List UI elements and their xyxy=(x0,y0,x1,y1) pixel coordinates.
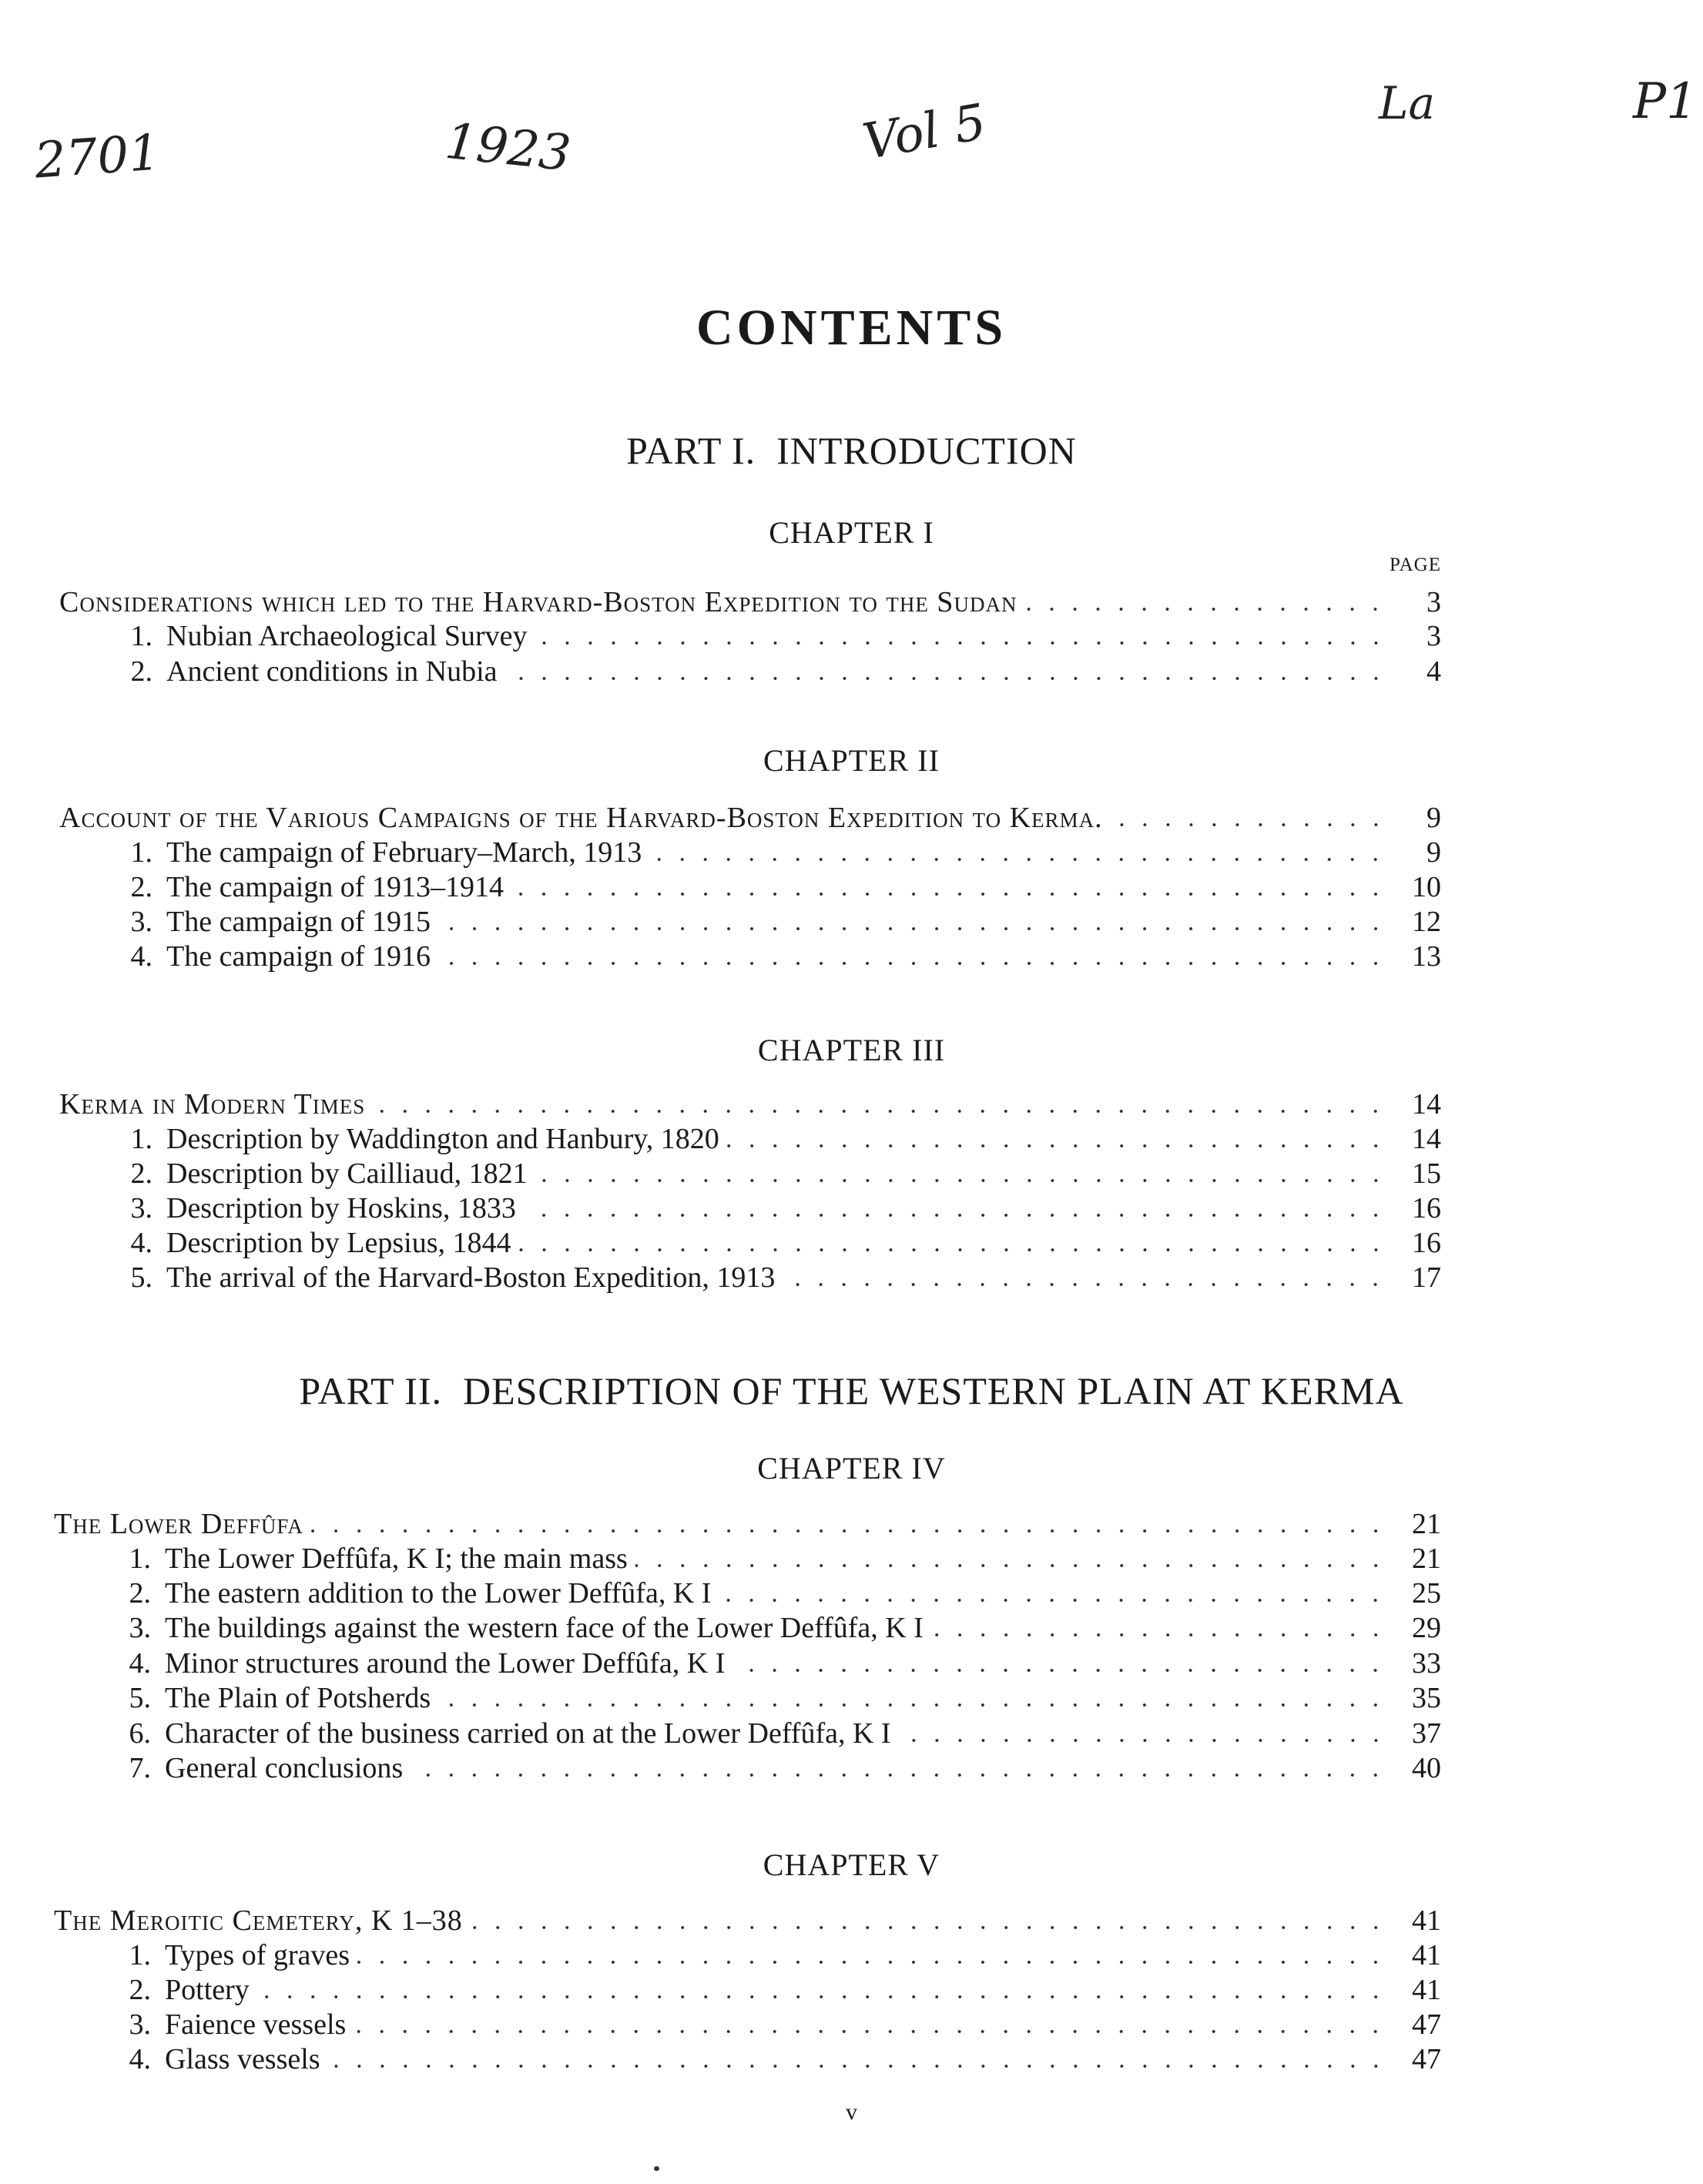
entry-page: 12 xyxy=(1412,906,1441,938)
dot-leader xyxy=(727,1121,1387,1157)
chapter-main-entry xyxy=(54,1506,1441,1542)
entry-number: 1. xyxy=(130,836,153,869)
section-entry xyxy=(108,869,1441,905)
section-entry xyxy=(106,1750,1441,1786)
entry-title: Faience vessels xyxy=(165,2008,347,2041)
entry-page: 41 xyxy=(1412,1974,1441,2006)
entry-title: The Lower Deffûfa, K I; the main mass xyxy=(165,1543,628,1575)
entry-title: The campaign of 1913–1914 xyxy=(166,871,504,903)
part-heading: PART I. INTRODUCTION xyxy=(626,429,1077,472)
entry-title: The Plain of Potsherds xyxy=(165,1682,431,1714)
dot-leader xyxy=(438,904,1387,940)
part-heading: PART II. DESCRIPTION OF THE WESTERN PLAIN AT KERMA xyxy=(299,1369,1404,1412)
chapter-main-entry xyxy=(59,1087,1441,1122)
entry-page: 14 xyxy=(1412,1123,1441,1155)
entry-page: 16 xyxy=(1412,1192,1441,1224)
entry-number: 2. xyxy=(129,1974,151,2006)
entry-page: 9 xyxy=(1426,836,1441,869)
dot-leader xyxy=(635,1541,1387,1576)
entry-page: 15 xyxy=(1412,1157,1441,1190)
entry-number: 1. xyxy=(129,1543,151,1575)
chapter-main-entry xyxy=(59,800,1441,836)
entry-page: 9 xyxy=(1426,802,1441,834)
dot-leader xyxy=(535,618,1387,654)
section-entry xyxy=(108,1121,1441,1157)
dot-leader xyxy=(783,1260,1387,1295)
entry-page: 37 xyxy=(1412,1717,1441,1750)
entry-number: 1. xyxy=(130,1123,153,1155)
entry-number: 2. xyxy=(130,871,153,903)
dot-leader xyxy=(373,1087,1387,1122)
chapter-main-entry xyxy=(59,585,1441,620)
entry-number: 2. xyxy=(130,1157,153,1190)
entry-title: Description by Hoskins, 1833 xyxy=(166,1192,516,1224)
section-entry xyxy=(106,1541,1441,1576)
handwritten-accession-number: 2701 xyxy=(32,124,163,190)
dot-leader xyxy=(357,1938,1387,1973)
handwritten-corner-mark: P1 xyxy=(1633,73,1698,130)
section-entry xyxy=(108,939,1441,974)
entry-page: 13 xyxy=(1412,940,1441,973)
entry-page: 14 xyxy=(1412,1088,1441,1120)
entry-number: 6. xyxy=(129,1717,151,1750)
dot-leader xyxy=(649,835,1387,870)
section-entry xyxy=(108,618,1441,654)
entry-title: The campaign of 1915 xyxy=(166,906,431,938)
section-entry xyxy=(106,2042,1441,2077)
entry-title: Description by Lepsius, 1844 xyxy=(166,1227,511,1259)
entry-title: Glass vessels xyxy=(165,2043,320,2075)
chapter-heading: CHAPTER I xyxy=(769,515,934,550)
entry-number: 3. xyxy=(130,906,153,938)
entry-number: 4. xyxy=(130,1227,153,1259)
section-entry xyxy=(108,654,1441,689)
entry-page: 25 xyxy=(1412,1577,1441,1610)
dot-leader xyxy=(719,1576,1387,1611)
entry-title: Nubian Archaeological Survey xyxy=(166,620,528,652)
chapter-heading: CHAPTER IV xyxy=(757,1451,946,1486)
entry-page: 3 xyxy=(1426,586,1441,618)
entry-page: 41 xyxy=(1412,1939,1441,1971)
entry-title: Kerma in Modern Times xyxy=(59,1088,366,1120)
entry-title: Minor structures around the Lower Deffûfa, K I xyxy=(165,1647,726,1680)
section-entry xyxy=(106,1680,1441,1716)
dot-leader xyxy=(524,1191,1387,1226)
entry-title: Description by Cailliaud, 1821 xyxy=(166,1157,528,1190)
entry-page: 16 xyxy=(1412,1227,1441,1259)
entry-number: 2. xyxy=(129,1577,151,1610)
entry-title: Pottery xyxy=(165,1974,250,2006)
entry-page: 21 xyxy=(1412,1508,1441,1540)
entry-number: 5. xyxy=(129,1682,151,1714)
entry-page: 41 xyxy=(1412,1904,1441,1937)
dot-leader xyxy=(354,2007,1387,2042)
section-entry xyxy=(106,2007,1441,2042)
page-title: CONTENTS xyxy=(696,300,1007,356)
chapter-heading: CHAPTER V xyxy=(763,1847,940,1882)
entry-page: 10 xyxy=(1412,871,1441,903)
section-entry xyxy=(108,904,1441,940)
entry-page: 29 xyxy=(1412,1612,1441,1644)
chapter-heading: CHAPTER III xyxy=(757,1033,946,1067)
entry-title: Ancient conditions in Nubia xyxy=(166,655,498,688)
dot-leader xyxy=(471,1903,1387,1938)
entry-title: Types of graves xyxy=(165,1939,350,1971)
entry-page: 47 xyxy=(1412,2008,1441,2041)
dot-leader xyxy=(505,654,1387,689)
entry-page: 21 xyxy=(1412,1543,1441,1575)
dot-leader xyxy=(519,1225,1387,1261)
dot-leader xyxy=(931,1610,1387,1646)
entry-number: 1. xyxy=(130,620,153,652)
entry-title: Character of the business carried on at the Lower Deffûfa, K I xyxy=(165,1717,891,1750)
entry-page: 17 xyxy=(1412,1261,1441,1294)
entry-number: 3. xyxy=(130,1192,153,1224)
dot-leader xyxy=(257,1972,1387,2008)
entry-title: The buildings against the western face of the Lower Deffûfa, K I xyxy=(165,1612,924,1644)
dot-leader xyxy=(311,1506,1387,1542)
entry-title: The Meroitic Cemetery, K 1–38 xyxy=(54,1904,463,1937)
section-entry xyxy=(106,1716,1441,1751)
entry-number: 7. xyxy=(129,1752,151,1784)
handwritten-year: 1923 xyxy=(442,112,574,183)
entry-title: Considerations which led to the Harvard-Boston Expedition to the Sudan xyxy=(59,586,1017,618)
dot-leader xyxy=(732,1646,1387,1681)
dot-leader xyxy=(438,939,1387,974)
dot-leader xyxy=(328,2042,1387,2077)
handwritten-volume: Vol 5 xyxy=(858,93,991,172)
entry-title: The campaign of 1916 xyxy=(166,940,431,973)
dot-leader xyxy=(511,869,1387,905)
dot-leader xyxy=(1024,585,1387,620)
dot-leader xyxy=(438,1680,1387,1716)
entry-number: 5. xyxy=(130,1261,153,1294)
entry-title: General conclusions xyxy=(165,1752,404,1784)
entry-number: 1. xyxy=(129,1939,151,1971)
section-entry xyxy=(108,835,1441,870)
entry-page: 47 xyxy=(1412,2043,1441,2075)
section-entry xyxy=(108,1260,1441,1295)
entry-number: 4. xyxy=(129,2043,151,2075)
entry-title: The arrival of the Harvard-Boston Expedition, 1913 xyxy=(166,1261,776,1294)
entry-page: 4 xyxy=(1426,655,1441,688)
section-entry xyxy=(106,1610,1441,1646)
chapter-main-entry xyxy=(54,1903,1441,1938)
section-entry xyxy=(106,1938,1441,1973)
entry-number: 3. xyxy=(129,1612,151,1644)
section-entry xyxy=(108,1225,1441,1261)
dot-leader xyxy=(899,1716,1387,1751)
ink-speck xyxy=(654,2166,659,2171)
entry-page: 40 xyxy=(1412,1752,1441,1784)
dot-leader xyxy=(1111,800,1387,836)
section-entry xyxy=(108,1156,1441,1191)
entry-number: 4. xyxy=(129,1647,151,1680)
entry-page: 33 xyxy=(1412,1647,1441,1680)
chapter-heading: CHAPTER II xyxy=(763,743,940,778)
handwritten-mark: La xyxy=(1379,77,1436,129)
section-entry xyxy=(106,1646,1441,1681)
entry-number: 4. xyxy=(130,940,153,973)
entry-page: 35 xyxy=(1412,1682,1441,1714)
section-entry xyxy=(106,1576,1441,1611)
entry-title: Account of the Various Campaigns of the Harvard-Boston Expedition to Kerma. xyxy=(59,802,1103,834)
entry-title: The eastern addition to the Lower Deffûfa, K I xyxy=(165,1577,712,1610)
entry-title: The campaign of February–March, 1913 xyxy=(166,836,642,869)
entry-number: 2. xyxy=(130,655,153,688)
page-column-label: PAGE xyxy=(1390,554,1441,575)
entry-title: The Lower Deffûfa xyxy=(54,1508,303,1540)
entry-title: Description by Waddington and Hanbury, 1820 xyxy=(166,1123,719,1155)
entry-page: 3 xyxy=(1426,620,1441,652)
dot-leader xyxy=(535,1156,1387,1191)
entry-number: 3. xyxy=(129,2008,151,2041)
dot-leader xyxy=(411,1750,1387,1786)
section-entry xyxy=(106,1972,1441,2008)
page-folio: v xyxy=(846,2099,857,2125)
section-entry xyxy=(108,1191,1441,1226)
